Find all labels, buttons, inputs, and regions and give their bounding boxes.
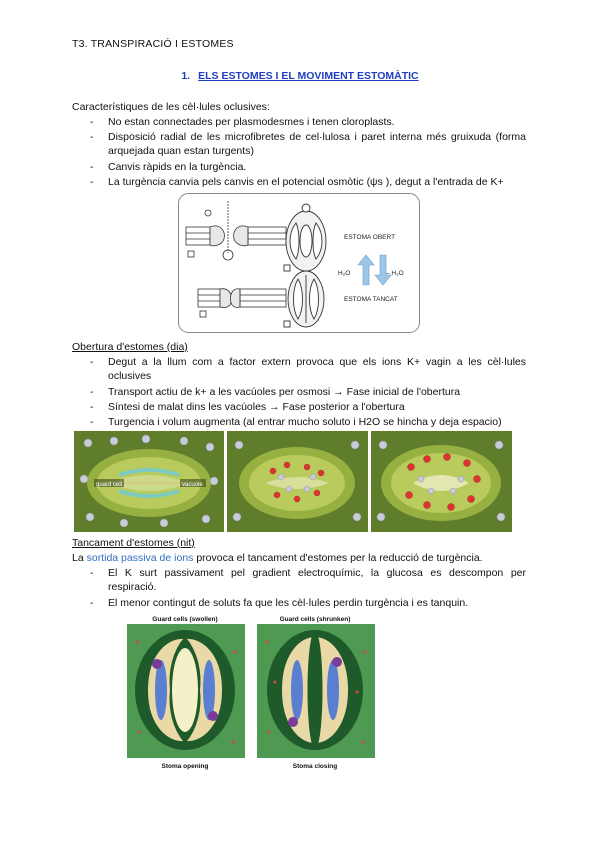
stoma-photo-opening [227,431,368,532]
list-item-text: Canvis ràpids en la turgència. [108,161,247,173]
list-item: - Transport actiu de k+ a les vacúoles per osmosi → Fase inicial de l'obertura [90,385,530,399]
shrunken-title: Guard cells (shrunken) [279,616,351,623]
list-item-text: Transport actiu de k+ a les vacúoles per osmosi → Fase inicial de l'obertura [108,386,461,398]
stomata-mechanism-diagram [178,193,420,333]
stoma-photo-open [371,431,512,532]
water-out-label: – H₂O [386,270,404,277]
list-item-text: Disposició radial de les microfibretes de cel·lulosa i paret interna més gruixuda (forma arquejada quan estan turgents) [108,131,526,157]
tancament-heading: Tancament d'estomes (nit) [72,537,195,549]
list-item: - Canvis ràpids en la turgència. [90,160,530,174]
list-item-text: No estan connectades per plasmodesmes i tenen cloroplasts. [108,116,395,128]
stoma-photo-closed [74,431,224,532]
obertura-heading: Obertura d'estomes (dia) [72,341,188,353]
section-number: 1. [181,70,191,82]
vacuole-label: vacuole [182,482,203,488]
list-item-text: Turgencia i volum augmenta (al entrar mucho soluto i H2O se hincha y deja espacio) [108,416,502,428]
tancament-intro [72,551,483,565]
list-item: - Disposició radial de les microfibretes de cel·lulosa i paret interna més gruixuda (forma arquejada quan estan turgents) [90,131,526,157]
list-item: - Síntesi de malat dins les vacúoles → Fase posterior a l'obertura [90,400,530,414]
section-title-text: ELS ESTOMES I EL MOVIMENT ESTOMÀTIC [198,70,419,82]
page-header: T3. TRANSPIRACIÓ I ESTOMES [72,38,234,50]
water-in-label: H₂O [338,270,351,277]
list-item: - Degut a la llum com a factor extern provoca que els ions K+ vagin a les cèl·lules oclusives [90,356,526,382]
guard-cell-label: guard cell [96,482,123,488]
list-item-text: El menor contingut de soluts fa que les cèl·lules perdin turgència i es tanquin. [108,597,469,609]
estoma-obert-label: ESTOMA OBERT [344,234,396,241]
list-item: - El K surt passivament pel gradient electroquímic, la glucosa es descompon per respiració. [90,567,526,593]
swollen-guard-cells [127,624,245,758]
estoma-tancat-label: ESTOMA TANCAT [344,296,398,303]
intro-suffix: provoca el tancament d'estomes per la reducció de turgència. [193,552,483,564]
list-item-text: La turgència canvia pels canvis en el potencial osmòtic (ψs ), degut a l'entrada de K+ [108,176,504,188]
intro-prefix: La [72,552,87,564]
list-item: - No estan connectades per plasmodesmes i tenen cloroplasts. [90,115,530,129]
list-item-text: Síntesi de malat dins les vacúoles → Fase posterior a l'obertura [108,401,405,413]
shrunken-guard-cells [257,624,375,758]
list-item: - La turgència canvia pels canvis en el potencial osmòtic (ψs ), degut a l'entrada de K+ [90,175,540,189]
section-title [0,70,600,82]
list-item-text: Degut a la llum com a factor extern provoca que els ions K+ vagin a les cèl·lules oclusives [108,356,526,382]
swollen-title: Guard cells (swollen) [152,616,218,623]
list-item: - El menor contingut de soluts fa que les cèl·lules perdin turgència i es tanquin. [90,596,530,610]
caracteristiques-heading: Característiques de les cèl·lules oclusives: [72,101,270,113]
list-item: - Turgencia i volum augmenta (al entrar mucho soluto i H2O se hincha y deja espacio) [90,415,540,429]
intro-highlight: sortida passiva de ions [86,552,194,564]
guard-cells-diagram [125,612,375,772]
stoma-closing-caption: Stoma closing [292,763,338,770]
stoma-opening-caption: Stoma opening [161,763,209,770]
list-item-text: El K surt passivament pel gradient electroquímic, la glucosa es descompon per respiració. [108,567,526,593]
